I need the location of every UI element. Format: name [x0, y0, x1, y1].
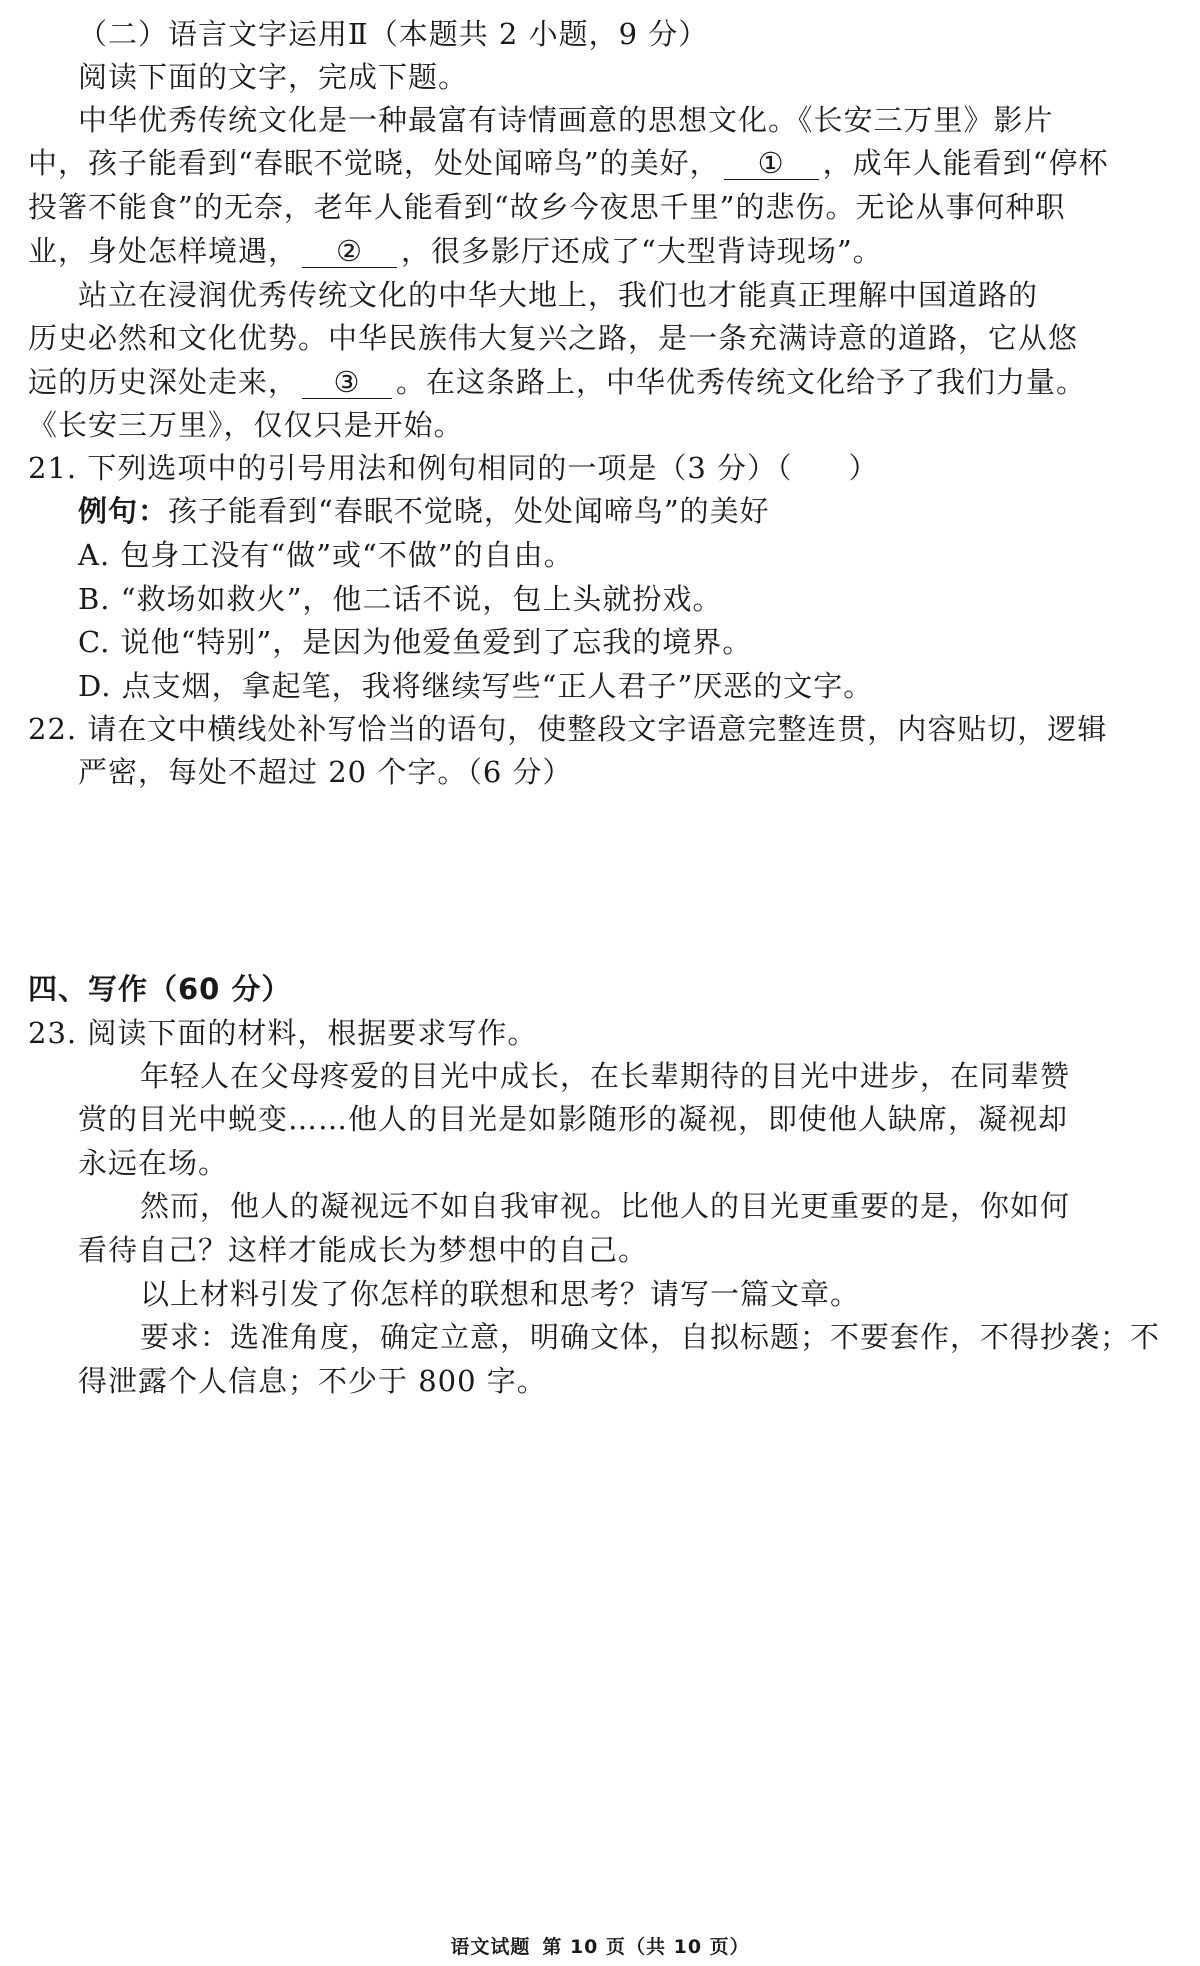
section-heading: 四、写作（60 分）	[28, 972, 292, 1006]
question-22-stem: 22. 请在文中横线处补写恰当的语句，使整段文字语意完整连贯，内容贴切，逻辑	[28, 712, 1108, 746]
passage-text: 。在这条路上，中华优秀传统文化给予了我们力量。	[396, 365, 1087, 399]
passage-line: 中华优秀传统文化是一种最富有诗情画意的思想文化。《长安三万里》影片	[78, 103, 1054, 137]
writing-prompt: 以上材料引发了你怎样的联想和思考？请写一篇文章。	[140, 1277, 861, 1311]
option-b: B. “救场如救火”，他二话不说，包上头就扮戏。	[78, 582, 723, 616]
passage-text: ，很多影厅还成了“大型背诗现场”。	[401, 234, 883, 268]
passage-text: 业，身处怎样境遇，	[28, 234, 299, 268]
page-number: 第 10 页（共 10 页）	[542, 1936, 750, 1958]
reading-instruction: 阅读下面的文字，完成下题。	[78, 60, 469, 94]
option-d: D. 点支烟，拿起笔，我将继续写些“正人君子”厌恶的文字。	[78, 669, 874, 703]
passage-text: ，成年人能看到“停杯	[822, 146, 1109, 180]
fill-blank-1: ①	[724, 147, 819, 180]
section-heading: （二）语言文字运用Ⅱ（本题共 2 小题，9 分）	[78, 17, 709, 51]
example-text: 孩子能看到“春眠不觉晓，处处闻啼鸟”的美好	[168, 494, 770, 528]
material-line: 永远在场。	[78, 1146, 229, 1180]
passage-line: 投箸不能食”的无奈，老年人能看到“故乡今夜思千里”的悲伤。无论从事何种职	[28, 190, 1066, 224]
passage-line: 站立在浸润优秀传统文化的中华大地上，我们也才能真正理解中国道路的	[78, 278, 1039, 312]
passage-text: 中，孩子能看到“春眠不觉晓，处处闻啼鸟”的美好，	[28, 146, 720, 180]
footer-subject: 语文试题	[450, 1936, 531, 1958]
passage-line	[28, 362, 1086, 402]
writing-requirements: 要求：选准角度，确定立意，明确文体，自拟标题；不要套作，不得抄袭；不	[140, 1320, 1161, 1354]
material-line: 赏的目光中蜕变……他人的目光是如影随形的凝视，即使他人缺席，凝视却	[78, 1102, 1069, 1136]
passage-line: 《长安三万里》，仅仅只是开始。	[28, 408, 464, 442]
example-label: 例句：	[78, 494, 169, 528]
writing-requirements: 得泄露个人信息；不少于 800 字。	[78, 1364, 547, 1398]
passage-line: 历史必然和文化优势。中华民族伟大复兴之路，是一条充满诗意的道路，它从悠	[28, 321, 1079, 355]
material-line: 然而，他人的凝视远不如自我审视。比他人的目光更重要的是，你如何	[140, 1189, 1071, 1223]
passage-line	[28, 143, 1108, 183]
question-21-example	[78, 491, 770, 531]
fill-blank-2: ②	[302, 235, 397, 268]
page-footer	[0, 1932, 1200, 1959]
passage-line	[28, 231, 883, 271]
fill-blank-3: ③	[302, 366, 392, 399]
question-22-stem: 严密，每处不超过 20 个字。（6 分）	[78, 755, 573, 789]
option-a: A. 包身工没有“做”或“不做”的自由。	[78, 538, 574, 572]
passage-text: 远的历史深处走来，	[28, 365, 299, 399]
material-line: 年轻人在父母疼爱的目光中成长，在长辈期待的目光中进步，在同辈赞	[140, 1059, 1071, 1093]
material-line: 看待自己？这样才能成长为梦想中的自己。	[78, 1233, 649, 1267]
option-c: C. 说他“特别”，是因为他爱鱼爱到了忘我的境界。	[78, 625, 753, 659]
question-23-stem: 23. 阅读下面的材料，根据要求写作。	[28, 1016, 538, 1050]
question-21-stem: 21. 下列选项中的引号用法和例句相同的一项是（3 分）（ ）	[28, 451, 879, 485]
